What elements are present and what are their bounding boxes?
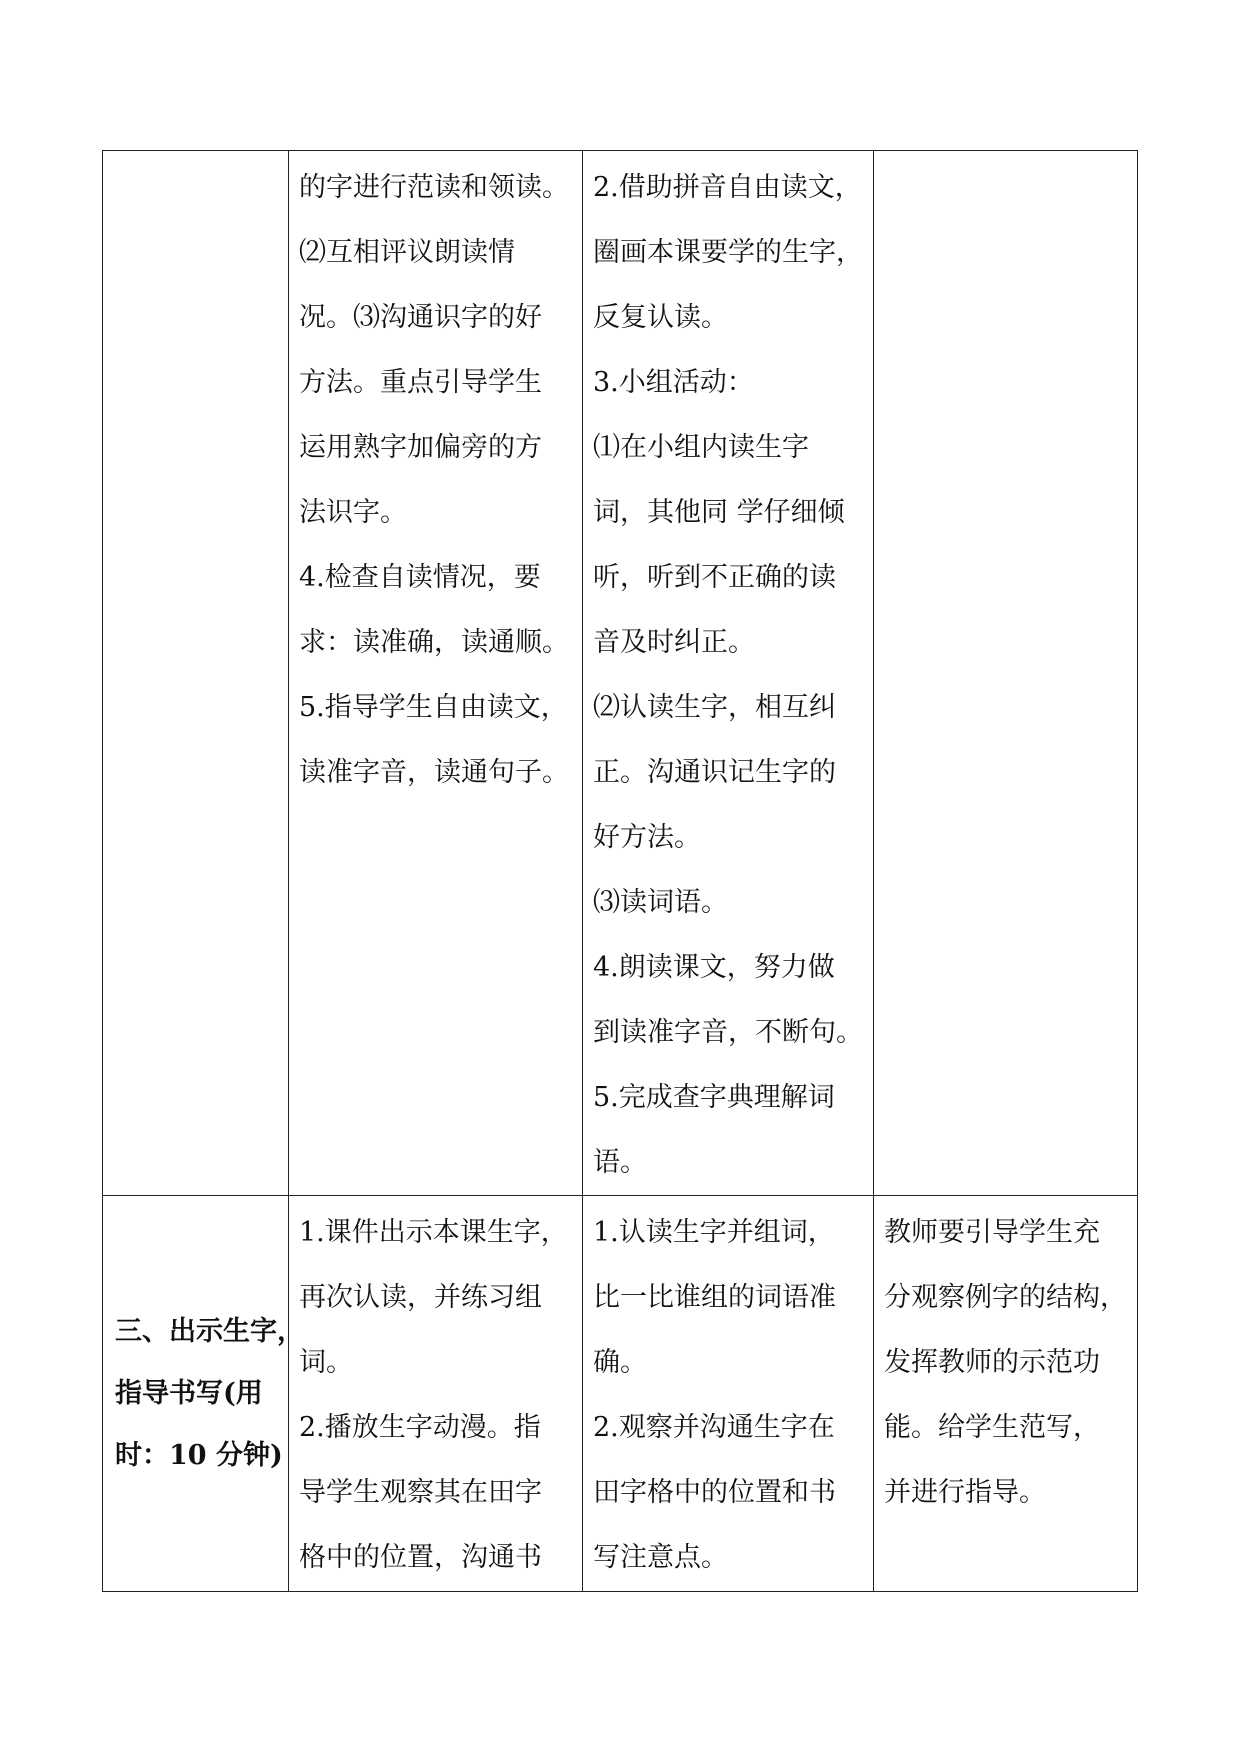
cell-text-line: 况。⑶沟通识字的好 (299, 302, 542, 333)
cell-text-line: 4.朗读课文，努力做 (593, 952, 835, 983)
teacher-activity-cell (289, 1196, 583, 1592)
student-activity-cell (583, 1196, 874, 1592)
cell-text-line: 4.检查自读情况，要 (299, 562, 541, 593)
table-row (103, 151, 1138, 1196)
cell-text-line: 5.完成查字典理解词 (593, 1082, 835, 1113)
cell-text-line: 导学生观察其在田字 (299, 1477, 542, 1508)
cell-text-line: ⑵认读生字，相互纠 (593, 692, 836, 723)
cell-text-line: ⑶读词语。 (593, 887, 728, 918)
cell-text-line: 语。 (593, 1147, 647, 1178)
cell-text-line: 3.小组活动： (593, 367, 754, 398)
cell-text-line: 2.观察并沟通生字在 (593, 1412, 835, 1443)
student-activity-cell (583, 151, 874, 1196)
cell-text-line: 能。给学生范写， (884, 1412, 1100, 1443)
design-notes-cell (874, 151, 1138, 1196)
cell-text-line: 写注意点。 (593, 1542, 728, 1573)
cell-text-line: 听，听到不正确的读 (593, 562, 836, 593)
cell-text-line: 法识字。 (299, 497, 407, 528)
cell-text-line: 正。沟通识记生字的 (593, 757, 836, 788)
cell-text-line: 圈画本课要学的生字， (593, 237, 863, 268)
cell-text-line: 反复认读。 (593, 302, 728, 333)
cell-text-line: 求：读准确，读通顺。 (299, 627, 569, 658)
cell-text-line: 方法。重点引导学生 (299, 367, 542, 398)
cell-text-line: 5.指导学生自由读文， (299, 692, 568, 723)
cell-text-line: ⑵互相评议朗读情 (299, 237, 515, 268)
teacher-activity-cell (289, 151, 583, 1196)
cell-text-line: 的字进行范读和领读。 (299, 172, 569, 203)
design-notes-cell (874, 1196, 1138, 1592)
cell-text-line: 时：10 分钟) (115, 1439, 283, 1471)
table-row (103, 1196, 1138, 1592)
cell-text-line: 格中的位置，沟通书 (299, 1542, 542, 1573)
cell-text-line: 教师要引导学生充 (884, 1217, 1100, 1248)
cell-text-line: 运用熟字加偏旁的方 (299, 432, 542, 463)
stage-cell (103, 1196, 304, 1592)
cell-text-line: 指导书写(用 (115, 1377, 263, 1409)
cell-text-line: 三、出示生字， (115, 1315, 304, 1347)
cell-text-line: 词，其他同 学仔细倾 (593, 497, 845, 528)
cell-text-line: 到读准字音，不断句。 (593, 1017, 863, 1048)
cell-text-line: 2.播放生字动漫。指 (299, 1412, 541, 1443)
cell-text-line: 确。 (593, 1347, 647, 1378)
cell-text-line: 2.借助拼音自由读文， (593, 172, 862, 203)
cell-text-line: 音及时纠正。 (593, 627, 755, 658)
cell-text-line: 再次认读，并练习组 (299, 1282, 542, 1313)
cell-text-line: 词。 (299, 1347, 353, 1378)
cell-text-line: 田字格中的位置和书 (593, 1477, 836, 1508)
cell-text-line: 读准字音，读通句子。 (299, 757, 569, 788)
cell-text-line: 1.认读生字并组词， (593, 1217, 835, 1248)
cell-text-line: 发挥教师的示范功 (884, 1347, 1100, 1378)
cell-text-line: 比一比谁组的词语准 (593, 1282, 836, 1313)
cell-text-line: 分观察例字的结构， (884, 1282, 1127, 1313)
cell-text-line: 1.课件出示本课生字， (299, 1217, 568, 1248)
cell-text-line: 好方法。 (593, 822, 701, 853)
lesson-plan-table (102, 150, 1138, 1592)
cell-text-line: ⑴在小组内读生字 (593, 432, 809, 463)
cell-text-line: 并进行指导。 (884, 1477, 1046, 1508)
stage-cell (103, 151, 289, 1196)
